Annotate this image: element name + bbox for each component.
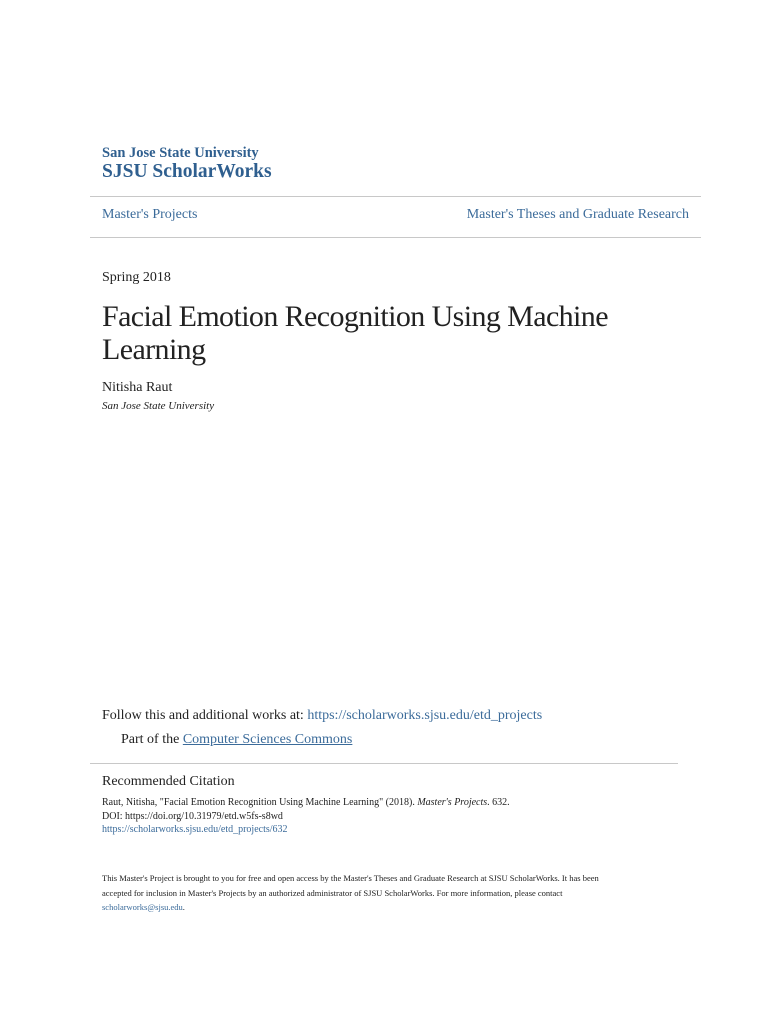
computer-sciences-commons-link[interactable]: Computer Sciences Commons — [182, 732, 353, 747]
author-affiliation: San Jose State University — [102, 400, 215, 412]
citation-url-link[interactable]: https://scholarworks.sjsu.edu/etd_projects/632 — [102, 824, 288, 835]
citation-heading: Recommended Citation — [102, 774, 235, 789]
citation-line — [102, 796, 702, 810]
follow-prefix: Follow this and additional works at: — [102, 708, 308, 723]
part-of-prefix: Part of the — [121, 732, 183, 747]
citation-body — [102, 796, 702, 837]
document-title — [102, 300, 662, 366]
notice-line-1: This Master's Project is brought to you for free and open access by the Master's Theses and Graduate Research at SJSU ScholarWorks. It has been — [102, 873, 599, 883]
collection-url-link[interactable]: https://scholarworks.sjsu.edu/etd_projects — [307, 708, 543, 723]
citation-doi: DOI: https://doi.org/10.31979/etd.w5fs-s8wd — [102, 810, 283, 822]
publication-date: Spring 2018 — [102, 270, 171, 285]
repository-name[interactable]: SJSU ScholarWorks — [102, 161, 272, 182]
contact-email-link[interactable]: scholarworks@sjsu.edu — [102, 902, 183, 912]
citation-series: Master's Projects — [417, 797, 488, 808]
title-line-1: Facial Emotion Recognition Using Machine — [102, 300, 608, 333]
author-name: Nitisha Raut — [102, 380, 173, 395]
citation-number: . 632. — [487, 797, 510, 808]
institution-name[interactable]: San Jose State University — [102, 145, 259, 161]
masters-theses-link[interactable]: Master's Theses and Graduate Research — [466, 207, 689, 222]
header-divider — [90, 196, 701, 197]
follow-line — [102, 708, 542, 724]
title-line-2: Learning — [102, 333, 206, 366]
notice-period: . — [182, 902, 185, 912]
part-of-line — [121, 732, 352, 748]
citation-text: Raut, Nitisha, "Facial Emotion Recognition Using Machine Learning" (2018). — [102, 797, 418, 808]
nav-divider — [90, 237, 701, 238]
citation-divider — [90, 763, 678, 764]
notice-line-2: accepted for inclusion in Master's Projects by an authorized administrator of SJSU ScholarWorks. For more information, please contact — [102, 887, 563, 898]
access-notice — [102, 871, 662, 915]
masters-projects-link[interactable]: Master's Projects — [102, 207, 198, 222]
